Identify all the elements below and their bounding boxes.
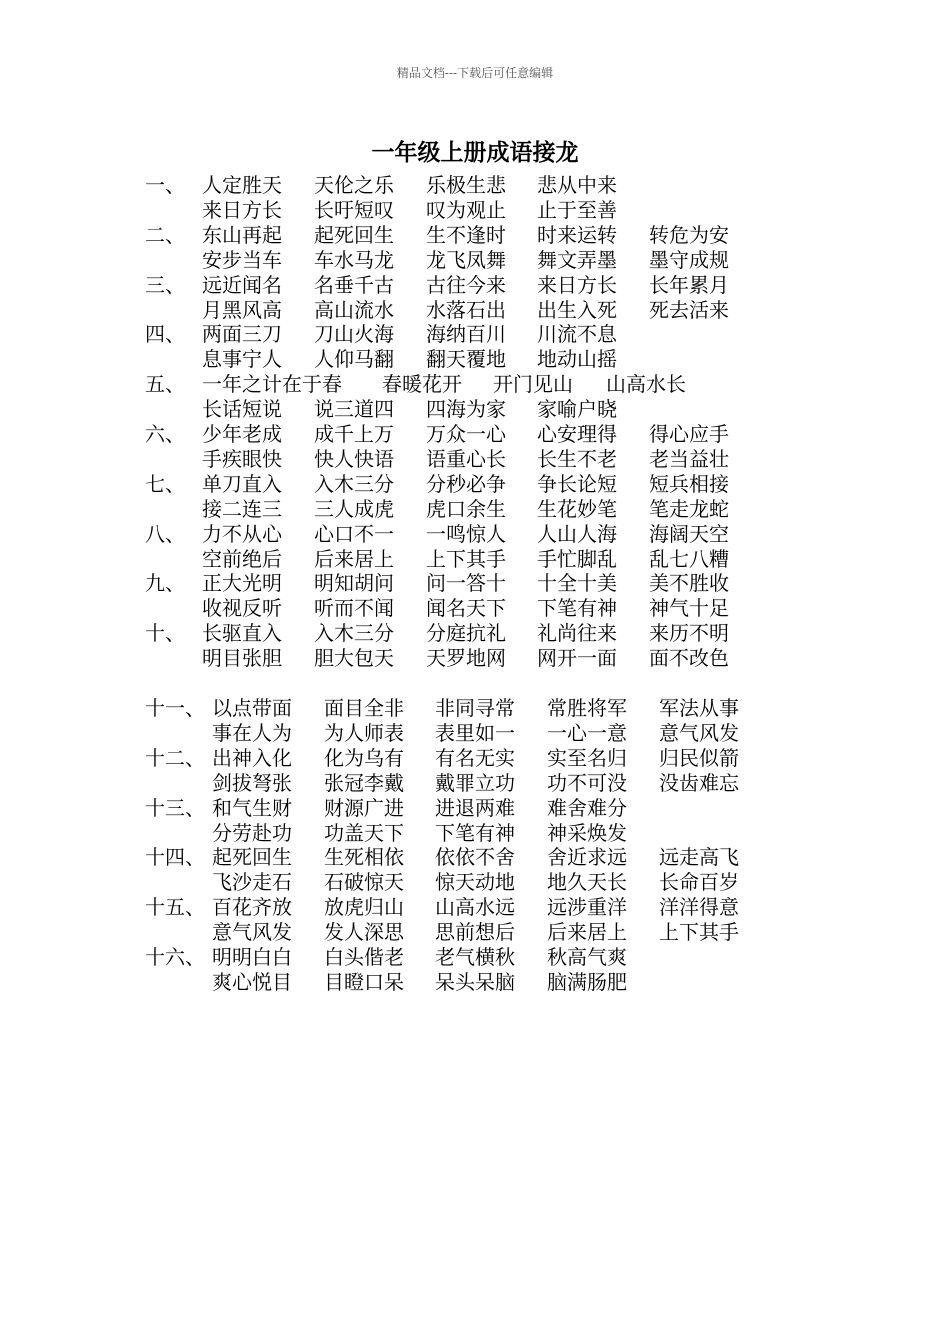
idiom: 非同寻常 bbox=[435, 696, 515, 720]
idiom: 川流不息 bbox=[537, 322, 617, 347]
group-number: 十、 bbox=[145, 621, 185, 646]
idiom: 后来居上 bbox=[314, 546, 394, 571]
idiom: 刀山火海 bbox=[314, 322, 394, 347]
idiom: 天伦之乐 bbox=[314, 173, 394, 197]
idiom: 意气风发 bbox=[212, 920, 292, 945]
idiom: 说三道四 bbox=[314, 397, 394, 422]
idiom: 生不逢时 bbox=[426, 222, 506, 247]
idiom: 笔走龙蛇 bbox=[649, 496, 729, 521]
idiom: 两面三刀 bbox=[202, 322, 282, 347]
group-number: 十六、 bbox=[145, 945, 205, 969]
idiom: 长驱直入 bbox=[202, 621, 282, 646]
idiom: 有名无实 bbox=[435, 745, 515, 770]
idiom: 家喻户晓 bbox=[537, 397, 617, 422]
idiom: 为人师表 bbox=[324, 720, 404, 745]
idiom: 明知胡问 bbox=[314, 571, 394, 596]
idiom: 听而不闻 bbox=[314, 596, 394, 621]
idiom: 礼尚往来 bbox=[537, 621, 617, 646]
idiom: 分庭抗礼 bbox=[426, 621, 506, 646]
idiom: 惊天动地 bbox=[435, 870, 515, 895]
idiom: 乱七八糟 bbox=[649, 546, 729, 571]
idiom: 入木三分 bbox=[314, 471, 394, 496]
idiom: 开门见山 bbox=[493, 372, 573, 397]
idiom: 面不改色 bbox=[649, 646, 729, 671]
idiom: 万众一心 bbox=[426, 422, 506, 446]
idiom: 洋洋得意 bbox=[659, 895, 739, 920]
idiom: 神气十足 bbox=[649, 596, 729, 621]
idiom: 思前想后 bbox=[435, 920, 515, 945]
idiom: 神采焕发 bbox=[547, 820, 627, 845]
idiom: 后来居上 bbox=[547, 920, 627, 945]
group-number: 四、 bbox=[145, 322, 185, 347]
idiom: 翻天覆地 bbox=[426, 347, 506, 372]
idiom: 目瞪口呆 bbox=[324, 969, 404, 994]
group-number: 十一、 bbox=[145, 696, 205, 720]
idiom: 天罗地网 bbox=[426, 646, 506, 671]
idiom: 手疾眼快 bbox=[202, 446, 282, 471]
idiom: 发人深思 bbox=[324, 920, 404, 945]
idiom: 生死相依 bbox=[324, 845, 404, 870]
idiom: 爽心悦目 bbox=[212, 969, 292, 994]
idiom: 常胜将军 bbox=[547, 696, 627, 720]
idiom: 虎口余生 bbox=[426, 496, 506, 521]
idiom: 人仰马翻 bbox=[314, 347, 394, 372]
idiom: 心安理得 bbox=[537, 422, 617, 446]
idiom: 胆大包天 bbox=[314, 646, 394, 671]
idiom: 军法从事 bbox=[659, 696, 739, 720]
idiom: 单刀直入 bbox=[202, 471, 282, 496]
idiom: 放虎归山 bbox=[324, 895, 404, 920]
idiom: 以点带面 bbox=[212, 696, 292, 720]
idiom: 事在人为 bbox=[212, 720, 292, 745]
idiom: 白头偕老 bbox=[324, 945, 404, 969]
idiom: 明明白白 bbox=[212, 945, 292, 969]
idiom: 春暖花开 bbox=[382, 372, 462, 397]
idiom: 远涉重洋 bbox=[547, 895, 627, 920]
idiom: 舞文弄墨 bbox=[537, 247, 617, 272]
idiom: 语重心长 bbox=[426, 446, 506, 471]
idiom: 力不从心 bbox=[202, 521, 282, 546]
idiom: 长生不老 bbox=[537, 446, 617, 471]
idiom: 老当益壮 bbox=[649, 446, 729, 471]
idiom: 入木三分 bbox=[314, 621, 394, 646]
idiom: 戴罪立功 bbox=[435, 770, 515, 795]
idiom: 出生入死 bbox=[537, 297, 617, 322]
idiom: 分秒必争 bbox=[426, 471, 506, 496]
group-number: 十二、 bbox=[145, 745, 205, 770]
idiom: 海阔天空 bbox=[649, 521, 729, 546]
idiom: 百花齐放 bbox=[212, 895, 292, 920]
idiom: 没齿难忘 bbox=[659, 770, 739, 795]
idiom: 名垂千古 bbox=[314, 272, 394, 297]
idiom: 一鸣惊人 bbox=[426, 521, 506, 546]
idiom: 功不可没 bbox=[547, 770, 627, 795]
idiom: 东山再起 bbox=[202, 222, 282, 247]
idiom: 转危为安 bbox=[649, 222, 729, 247]
idiom: 地动山摇 bbox=[537, 347, 617, 372]
idiom: 龙飞凤舞 bbox=[426, 247, 506, 272]
idiom: 人山人海 bbox=[537, 521, 617, 546]
idiom: 难舍难分 bbox=[547, 795, 627, 820]
idiom: 呆头呆脑 bbox=[435, 969, 515, 994]
group-number: 九、 bbox=[145, 571, 185, 596]
idiom: 老气横秋 bbox=[435, 945, 515, 969]
idiom: 止于至善 bbox=[537, 197, 617, 222]
idiom: 手忙脚乱 bbox=[537, 546, 617, 571]
idiom: 少年老成 bbox=[202, 422, 282, 446]
idiom: 来日方长 bbox=[202, 197, 282, 222]
group-number: 十四、 bbox=[145, 845, 205, 870]
idiom: 月黑风高 bbox=[202, 297, 282, 322]
idiom: 长年累月 bbox=[649, 272, 729, 297]
group-number: 五、 bbox=[145, 372, 185, 397]
idiom: 四海为家 bbox=[426, 397, 506, 422]
idiom: 远近闻名 bbox=[202, 272, 282, 297]
idiom: 成千上万 bbox=[314, 422, 394, 446]
idiom: 安步当车 bbox=[202, 247, 282, 272]
group-number: 一、 bbox=[145, 173, 185, 197]
idiom: 实至名归 bbox=[547, 745, 627, 770]
idiom: 息事宁人 bbox=[202, 347, 282, 372]
idiom: 张冠李戴 bbox=[324, 770, 404, 795]
idiom: 上下其手 bbox=[426, 546, 506, 571]
idiom: 乐极生悲 bbox=[426, 173, 506, 197]
idiom: 进退两难 bbox=[435, 795, 515, 820]
idiom: 死去活来 bbox=[649, 297, 729, 322]
group-number: 三、 bbox=[145, 272, 185, 297]
group-number: 七、 bbox=[145, 471, 185, 496]
group-number: 八、 bbox=[145, 521, 185, 546]
idiom: 墨守成规 bbox=[649, 247, 729, 272]
idiom: 长吁短叹 bbox=[314, 197, 394, 222]
group-number: 六、 bbox=[145, 422, 185, 446]
idiom: 起死回生 bbox=[314, 222, 394, 247]
idiom: 远走高飞 bbox=[659, 845, 739, 870]
idiom: 古往今来 bbox=[426, 272, 506, 297]
idiom: 人定胜天 bbox=[202, 173, 282, 197]
idiom: 悲从中来 bbox=[537, 173, 617, 197]
group-number: 十三、 bbox=[145, 795, 205, 820]
idiom: 生花妙笔 bbox=[537, 496, 617, 521]
idiom: 美不胜收 bbox=[649, 571, 729, 596]
idiom: 地久天长 bbox=[547, 870, 627, 895]
idiom: 得心应手 bbox=[649, 422, 729, 446]
idiom: 水落石出 bbox=[426, 297, 506, 322]
idiom: 财源广进 bbox=[324, 795, 404, 820]
idiom: 分劳赴功 bbox=[212, 820, 292, 845]
idiom: 面目全非 bbox=[324, 696, 404, 720]
idiom: 问一答十 bbox=[426, 571, 506, 596]
idiom: 出神入化 bbox=[212, 745, 292, 770]
idiom: 上下其手 bbox=[659, 920, 739, 945]
idiom: 来历不明 bbox=[649, 621, 729, 646]
idiom: 闻名天下 bbox=[426, 596, 506, 621]
idiom: 争长论短 bbox=[537, 471, 617, 496]
idiom: 空前绝后 bbox=[202, 546, 282, 571]
idiom: 海纳百川 bbox=[426, 322, 506, 347]
idiom: 山高水远 bbox=[435, 895, 515, 920]
idiom: 表里如一 bbox=[435, 720, 515, 745]
idiom: 脑满肠肥 bbox=[547, 969, 627, 994]
idiom: 三人成虎 bbox=[314, 496, 394, 521]
idiom: 长话短说 bbox=[202, 397, 282, 422]
idiom: 短兵相接 bbox=[649, 471, 729, 496]
idiom: 来日方长 bbox=[537, 272, 617, 297]
idiom: 化为乌有 bbox=[324, 745, 404, 770]
idiom: 功盖天下 bbox=[324, 820, 404, 845]
idiom: 下笔有神 bbox=[537, 596, 617, 621]
idiom: 飞沙走石 bbox=[212, 870, 292, 895]
idiom: 剑拔弩张 bbox=[212, 770, 292, 795]
idiom: 心口不一 bbox=[314, 521, 394, 546]
group-number: 二、 bbox=[145, 222, 185, 247]
idiom: 一心一意 bbox=[547, 720, 627, 745]
idiom: 归民似箭 bbox=[659, 745, 739, 770]
idiom: 明目张胆 bbox=[202, 646, 282, 671]
idiom: 意气风发 bbox=[659, 720, 739, 745]
idiom: 石破惊天 bbox=[324, 870, 404, 895]
idiom: 正大光明 bbox=[202, 571, 282, 596]
idiom: 网开一面 bbox=[537, 646, 617, 671]
idiom: 秋高气爽 bbox=[547, 945, 627, 969]
idiom: 起死回生 bbox=[212, 845, 292, 870]
idiom: 依依不舍 bbox=[435, 845, 515, 870]
idiom: 山高水长 bbox=[606, 372, 686, 397]
idiom: 时来运转 bbox=[537, 222, 617, 247]
idiom: 十全十美 bbox=[537, 571, 617, 596]
group-number: 十五、 bbox=[145, 895, 205, 920]
idiom: 车水马龙 bbox=[314, 247, 394, 272]
idiom: 长命百岁 bbox=[659, 870, 739, 895]
idiom: 叹为观止 bbox=[426, 197, 506, 222]
idiom: 接二连三 bbox=[202, 496, 282, 521]
page-header: 精品文档---下载后可任意编辑 bbox=[396, 66, 554, 80]
page-title: 一年级上册成语接龙 bbox=[371, 139, 579, 166]
idiom: 收视反听 bbox=[202, 596, 282, 621]
idiom: 高山流水 bbox=[314, 297, 394, 322]
idiom: 下笔有神 bbox=[435, 820, 515, 845]
idiom: 舍近求远 bbox=[547, 845, 627, 870]
idiom: 和气生财 bbox=[212, 795, 292, 820]
idiom: 一年之计在于春 bbox=[202, 372, 342, 397]
idiom: 快人快语 bbox=[314, 446, 394, 471]
